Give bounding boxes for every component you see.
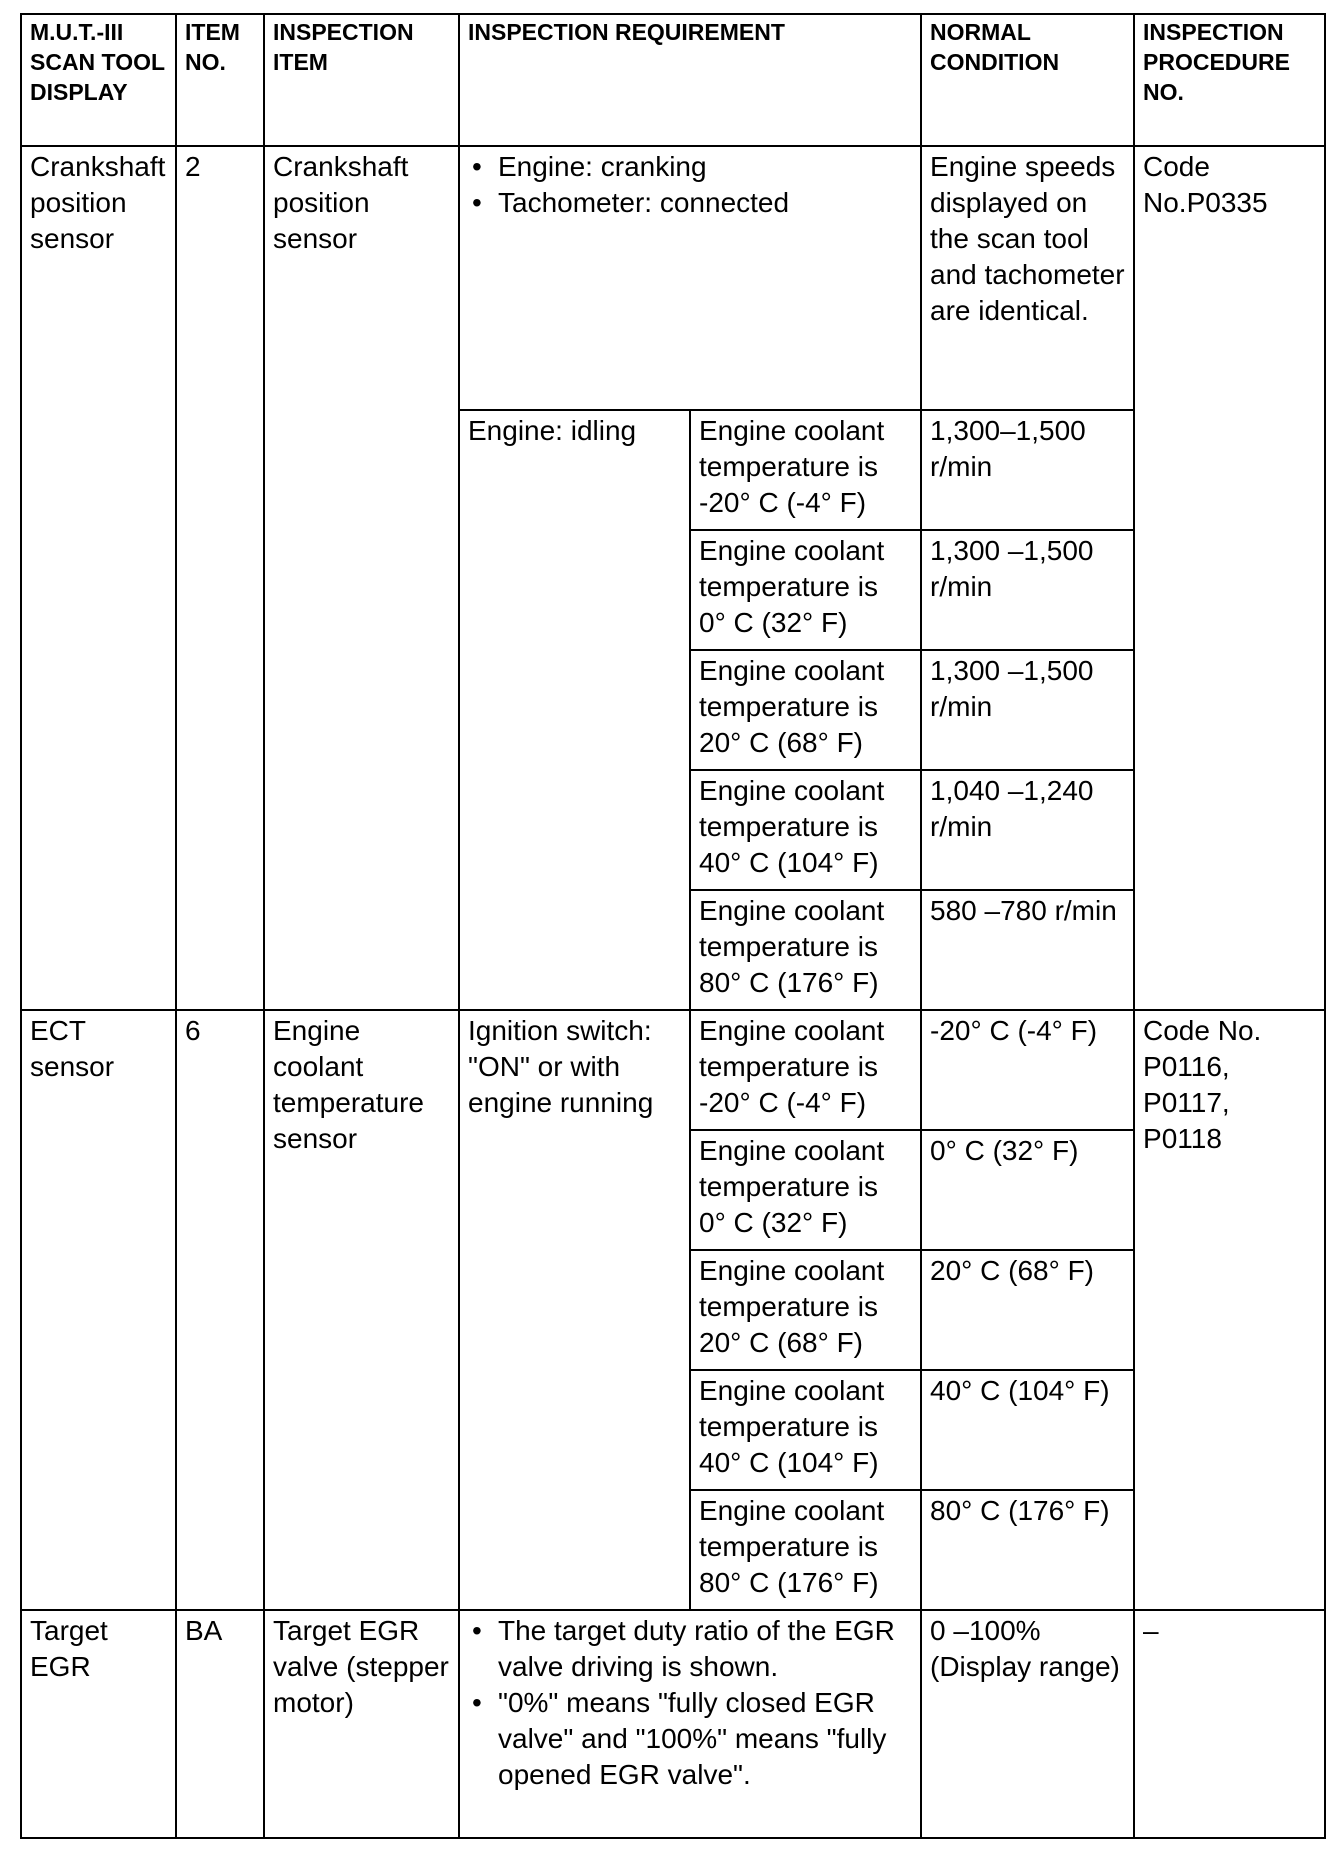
display-cell: Crankshaft position sensor [21, 146, 176, 1010]
table-row [21, 1610, 1325, 1838]
display-cell: ECT sensor [21, 1010, 176, 1610]
inspection-item-cell: Crankshaft position sensor [264, 146, 459, 1010]
condition-cell: Engine coolant temperature is 0° C (32° F) [690, 1130, 921, 1250]
inspection-item-cell: Engine coolant temperature sensor [264, 1010, 459, 1610]
normal-condition-cell: 1,040 –1,240 r/min [921, 770, 1134, 890]
requirement-list [468, 149, 912, 221]
item-no-cell: 2 [176, 146, 264, 1010]
condition-cell: Engine coolant temperature is 20° C (68° F) [690, 1250, 921, 1370]
normal-condition-cell: 40° C (104° F) [921, 1370, 1134, 1490]
item-no-cell: 6 [176, 1010, 264, 1610]
condition-cell: Engine coolant temperature is 0° C (32° F) [690, 530, 921, 650]
list-item: • Engine: cranking [468, 149, 912, 185]
normal-condition-cell: 80° C (176° F) [921, 1490, 1134, 1610]
header-inspection-requirement: INSPECTION REQUIREMENT [459, 14, 921, 146]
requirement-list [468, 1613, 912, 1793]
header-item-no: ITEM NO. [176, 14, 264, 146]
header-procedure-no: INSPECTION PROCEDURE NO. [1134, 14, 1325, 146]
procedure-no-cell: Code No.P0335 [1134, 146, 1325, 1010]
condition-cell: Engine coolant temperature is 80° C (176° F) [690, 1490, 921, 1610]
requirement-cell [459, 146, 921, 410]
condition-cell: Engine coolant temperature is 20° C (68° F) [690, 650, 921, 770]
header-inspection-item: INSPECTION ITEM [264, 14, 459, 146]
list-item: • Tachometer: connected [468, 185, 912, 221]
normal-condition-cell: 1,300 –1,500 r/min [921, 650, 1134, 770]
normal-condition-cell: 20° C (68° F) [921, 1250, 1134, 1370]
inspection-table [20, 13, 1326, 1839]
procedure-no-cell: Code No. P0116, P0117, P0118 [1134, 1010, 1325, 1610]
normal-condition-cell: Engine speeds displayed on the scan tool and tachometer are identical. [921, 146, 1134, 410]
normal-condition-cell: 1,300 –1,500 r/min [921, 530, 1134, 650]
header-row [21, 14, 1325, 146]
condition-cell: Engine coolant temperature is 40° C (104° F) [690, 770, 921, 890]
condition-cell: Engine coolant temperature is -20° C (-4° F) [690, 1010, 921, 1130]
header-display: M.U.T.-III SCAN TOOL DISPLAY [21, 14, 176, 146]
procedure-no-cell: – [1134, 1610, 1325, 1838]
normal-condition-cell: -20° C (-4° F) [921, 1010, 1134, 1130]
condition-cell: Engine coolant temperature is 80° C (176° F) [690, 890, 921, 1010]
normal-condition-cell: 1,300–1,500 r/min [921, 410, 1134, 530]
header-normal-condition: NORMAL CONDITION [921, 14, 1134, 146]
condition-cell: Engine coolant temperature is 40° C (104° F) [690, 1370, 921, 1490]
requirement-cell: Engine: idling [459, 410, 690, 1010]
normal-condition-cell: 0 –100% (Display range) [921, 1610, 1134, 1838]
list-item: • "0%" means "fully closed EGR valve" and "100%" means "fully opened EGR valve". [468, 1685, 912, 1793]
normal-condition-cell: 580 –780 r/min [921, 890, 1134, 1010]
normal-condition-cell: 0° C (32° F) [921, 1130, 1134, 1250]
table-row [21, 1010, 1325, 1130]
list-item: • The target duty ratio of the EGR valve driving is shown. [468, 1613, 912, 1685]
requirement-cell [459, 1610, 921, 1838]
display-cell: Target EGR [21, 1610, 176, 1838]
condition-cell: Engine coolant temperature is -20° C (-4° F) [690, 410, 921, 530]
table-row [21, 146, 1325, 410]
requirement-cell: Ignition switch: "ON" or with engine running [459, 1010, 690, 1610]
item-no-cell: BA [176, 1610, 264, 1838]
inspection-item-cell: Target EGR valve (stepper motor) [264, 1610, 459, 1838]
